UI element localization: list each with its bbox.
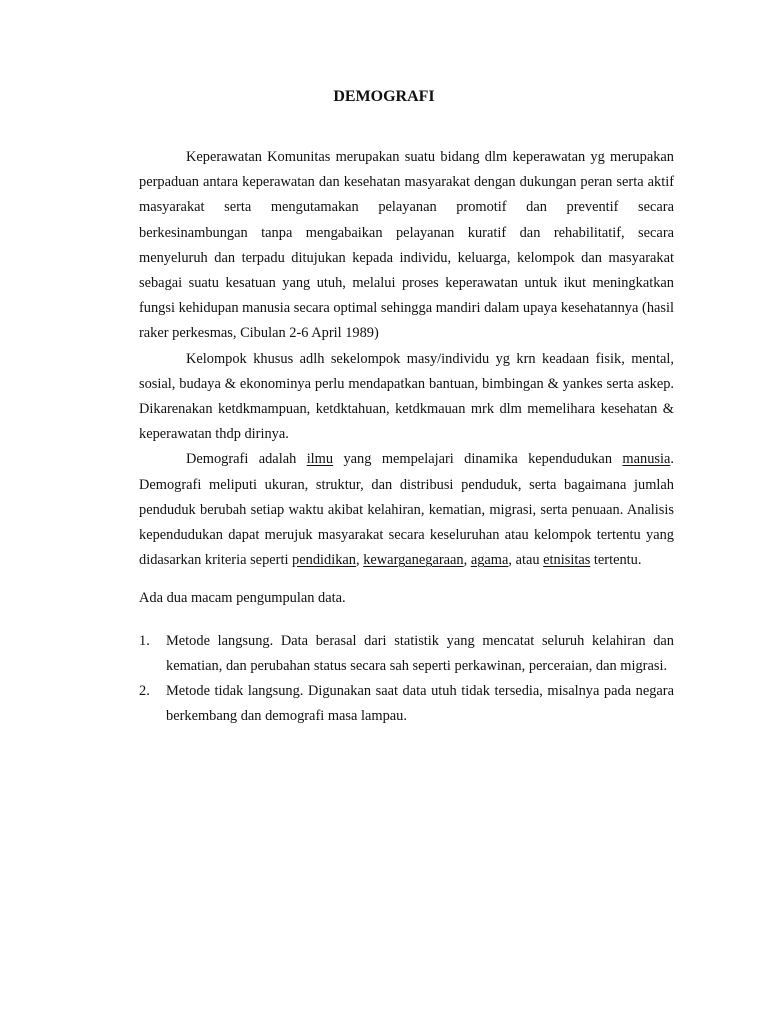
- paragraph-keperawatan-komunitas: Keperawatan Komunitas merupakan suatu bidang dlm keperawatan yg merupakan perpaduan antara keperawatan dan kesehatan masyarakat dengan dukungan peran serta aktif masyarakat serta mengutamakan pelayanan promotif dan preventif secara berkesinambungan tanpa mengabaikan pelayanan kuratif dan rehabilitatif, secara menyeluruh dan terpadu ditujukan kepada individu, keluarga, kelompok dan masyarakat sebagai suatu kesatuan yang utuh, melalui proses keperawatan untuk ikut meningkatkan fungsi kehidupan manusia secara optimal sehingga mandiri dalam upaya kesehatannya (hasil raker perkesmas, Cibulan 2-6 April 1989): [139, 149, 674, 342]
- paragraph-demografi: [139, 447, 674, 573]
- paragraph-pengumpulan-data: Ada dua macam pengumpulan data.: [139, 590, 346, 607]
- text-segment: ,: [463, 552, 471, 569]
- list-item-text: Metode tidak langsung. Digunakan saat data utuh tidak tersedia, misalnya pada negara berkembang dan demografi masa lampau.: [166, 683, 674, 725]
- link-ilmu[interactable]: ilmu: [306, 451, 334, 468]
- paragraph-kelompok-khusus: Kelompok khusus adlh sekelompok masy/individu yg krn keadaan fisik, mental, sosial, budaya & ekonominya perlu mendapatkan bantuan, bimbingan & yankes serta askep. Dikarenakan ketdkmampuan, ketdktahuan, ketdkmauan mrk dlm memelihara kesehatan & keperawatan thdp dirinya.: [139, 350, 674, 443]
- link-kewarganegaraan[interactable]: kewarganegaraan: [363, 552, 464, 569]
- text-segment: Demografi adalah: [186, 451, 307, 468]
- list-item-text: Metode langsung. Data berasal dari statistik yang mencatat seluruh kelahiran dan kematian, dan perubahan status secara sah seperti perkawinan, perceraian, dan migrasi.: [166, 632, 674, 674]
- link-etnisitas[interactable]: etnisitas: [543, 552, 591, 569]
- text-segment: , atau: [508, 552, 544, 569]
- list-number: 2.: [139, 683, 150, 700]
- link-manusia[interactable]: manusia: [622, 451, 671, 468]
- text-segment: . Demografi meliputi ukuran, struktur, dan distribusi penduduk, serta bagaimana jumlah penduduk berubah setiap waktu akibat kelahiran, kematian, migrasi, serta penuaan. Analisis kependudukan dapat merujuk masyarakat secara keseluruhan atau kelompok tertentu yang didasarkan kriteria seperti: [139, 451, 674, 569]
- list-item: [139, 679, 674, 729]
- link-pendidikan[interactable]: pendidikan: [292, 552, 356, 569]
- data-collection-list: [139, 629, 674, 730]
- list-item: [139, 629, 674, 679]
- text-segment: tertentu.: [590, 552, 642, 569]
- document-body: [139, 145, 674, 729]
- text-segment: yang mempelajari dinamika kependudukan: [333, 451, 623, 468]
- text-segment: ,: [356, 552, 364, 569]
- link-agama[interactable]: agama: [470, 552, 509, 569]
- page-title: DEMOGRAFI: [333, 88, 435, 105]
- list-number: 1.: [139, 632, 150, 649]
